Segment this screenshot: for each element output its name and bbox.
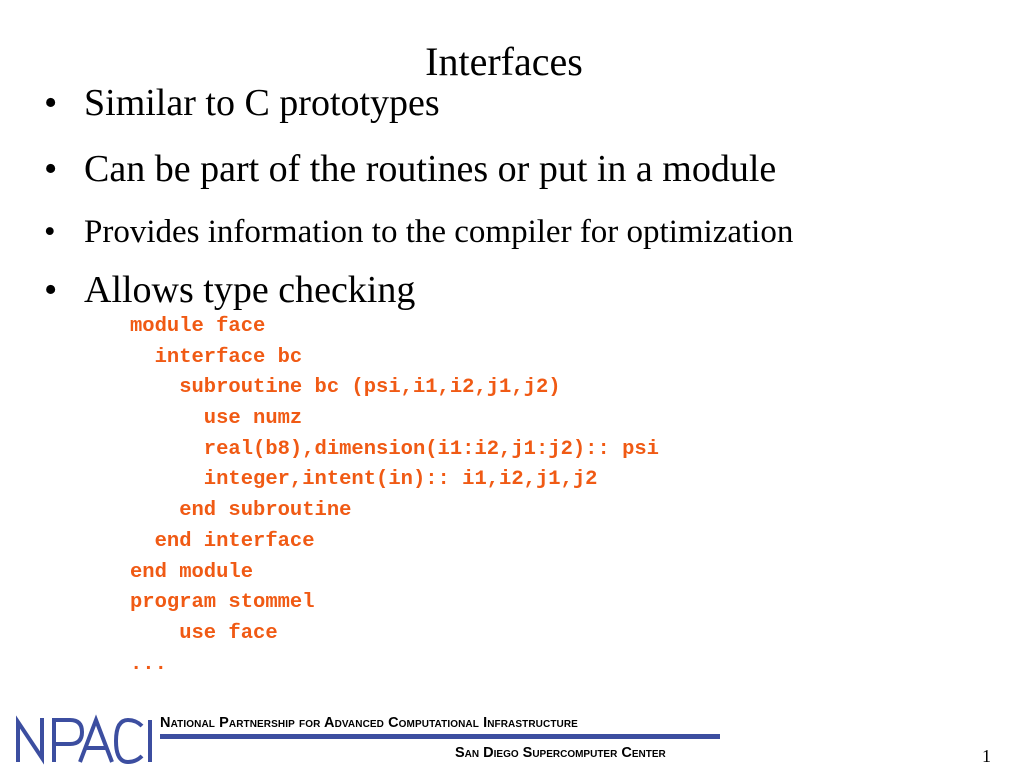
code-line: ... — [130, 652, 167, 676]
code-line: end module — [130, 560, 254, 584]
bullet-list — [44, 80, 793, 313]
npaci-logo — [14, 714, 156, 766]
code-line: interface bc — [130, 345, 303, 369]
partnership-name: National Partnership for Advanced Computational Infrastructure — [160, 715, 578, 731]
bullet-dot: • — [44, 82, 58, 124]
code-line: real(b8),dimension(i1:i2,j1:j2):: psi — [130, 437, 659, 461]
code-line: end subroutine — [130, 499, 352, 523]
bullet-dot: • — [44, 214, 56, 250]
code-line: integer,intent(in):: i1,i2,j1,j2 — [130, 468, 598, 492]
code-line: subroutine bc (psi,i1,i2,j1,j2) — [130, 376, 561, 400]
bullet-text: Allows type checking — [84, 269, 416, 311]
code-line: end interface — [130, 529, 315, 553]
bullet-text: Provides information to the compiler for optimization — [84, 214, 794, 250]
slide-title: Interfaces — [425, 39, 583, 84]
bullet-dot: • — [44, 148, 58, 190]
bullet-dot: • — [44, 269, 58, 311]
bullet-item — [44, 212, 793, 252]
code-line: program stommel — [130, 591, 315, 615]
bullet-item — [44, 267, 793, 313]
code-line: use numz — [130, 407, 303, 431]
code-block — [130, 312, 659, 680]
footer-rule — [160, 734, 720, 739]
npaci-logo-text: NPACI — [14, 714, 17, 715]
bullet-text: Can be part of the routines or put in a module — [84, 148, 777, 190]
bullet-item — [44, 80, 793, 126]
code-line: use face — [130, 621, 278, 645]
center-name: San Diego Supercomputer Center — [455, 745, 666, 761]
code-line: module face — [130, 315, 266, 338]
slide-footer — [0, 708, 1024, 768]
bullet-text: Similar to C prototypes — [84, 82, 440, 124]
page-number: 1 — [982, 746, 991, 766]
bullet-item — [44, 146, 793, 192]
